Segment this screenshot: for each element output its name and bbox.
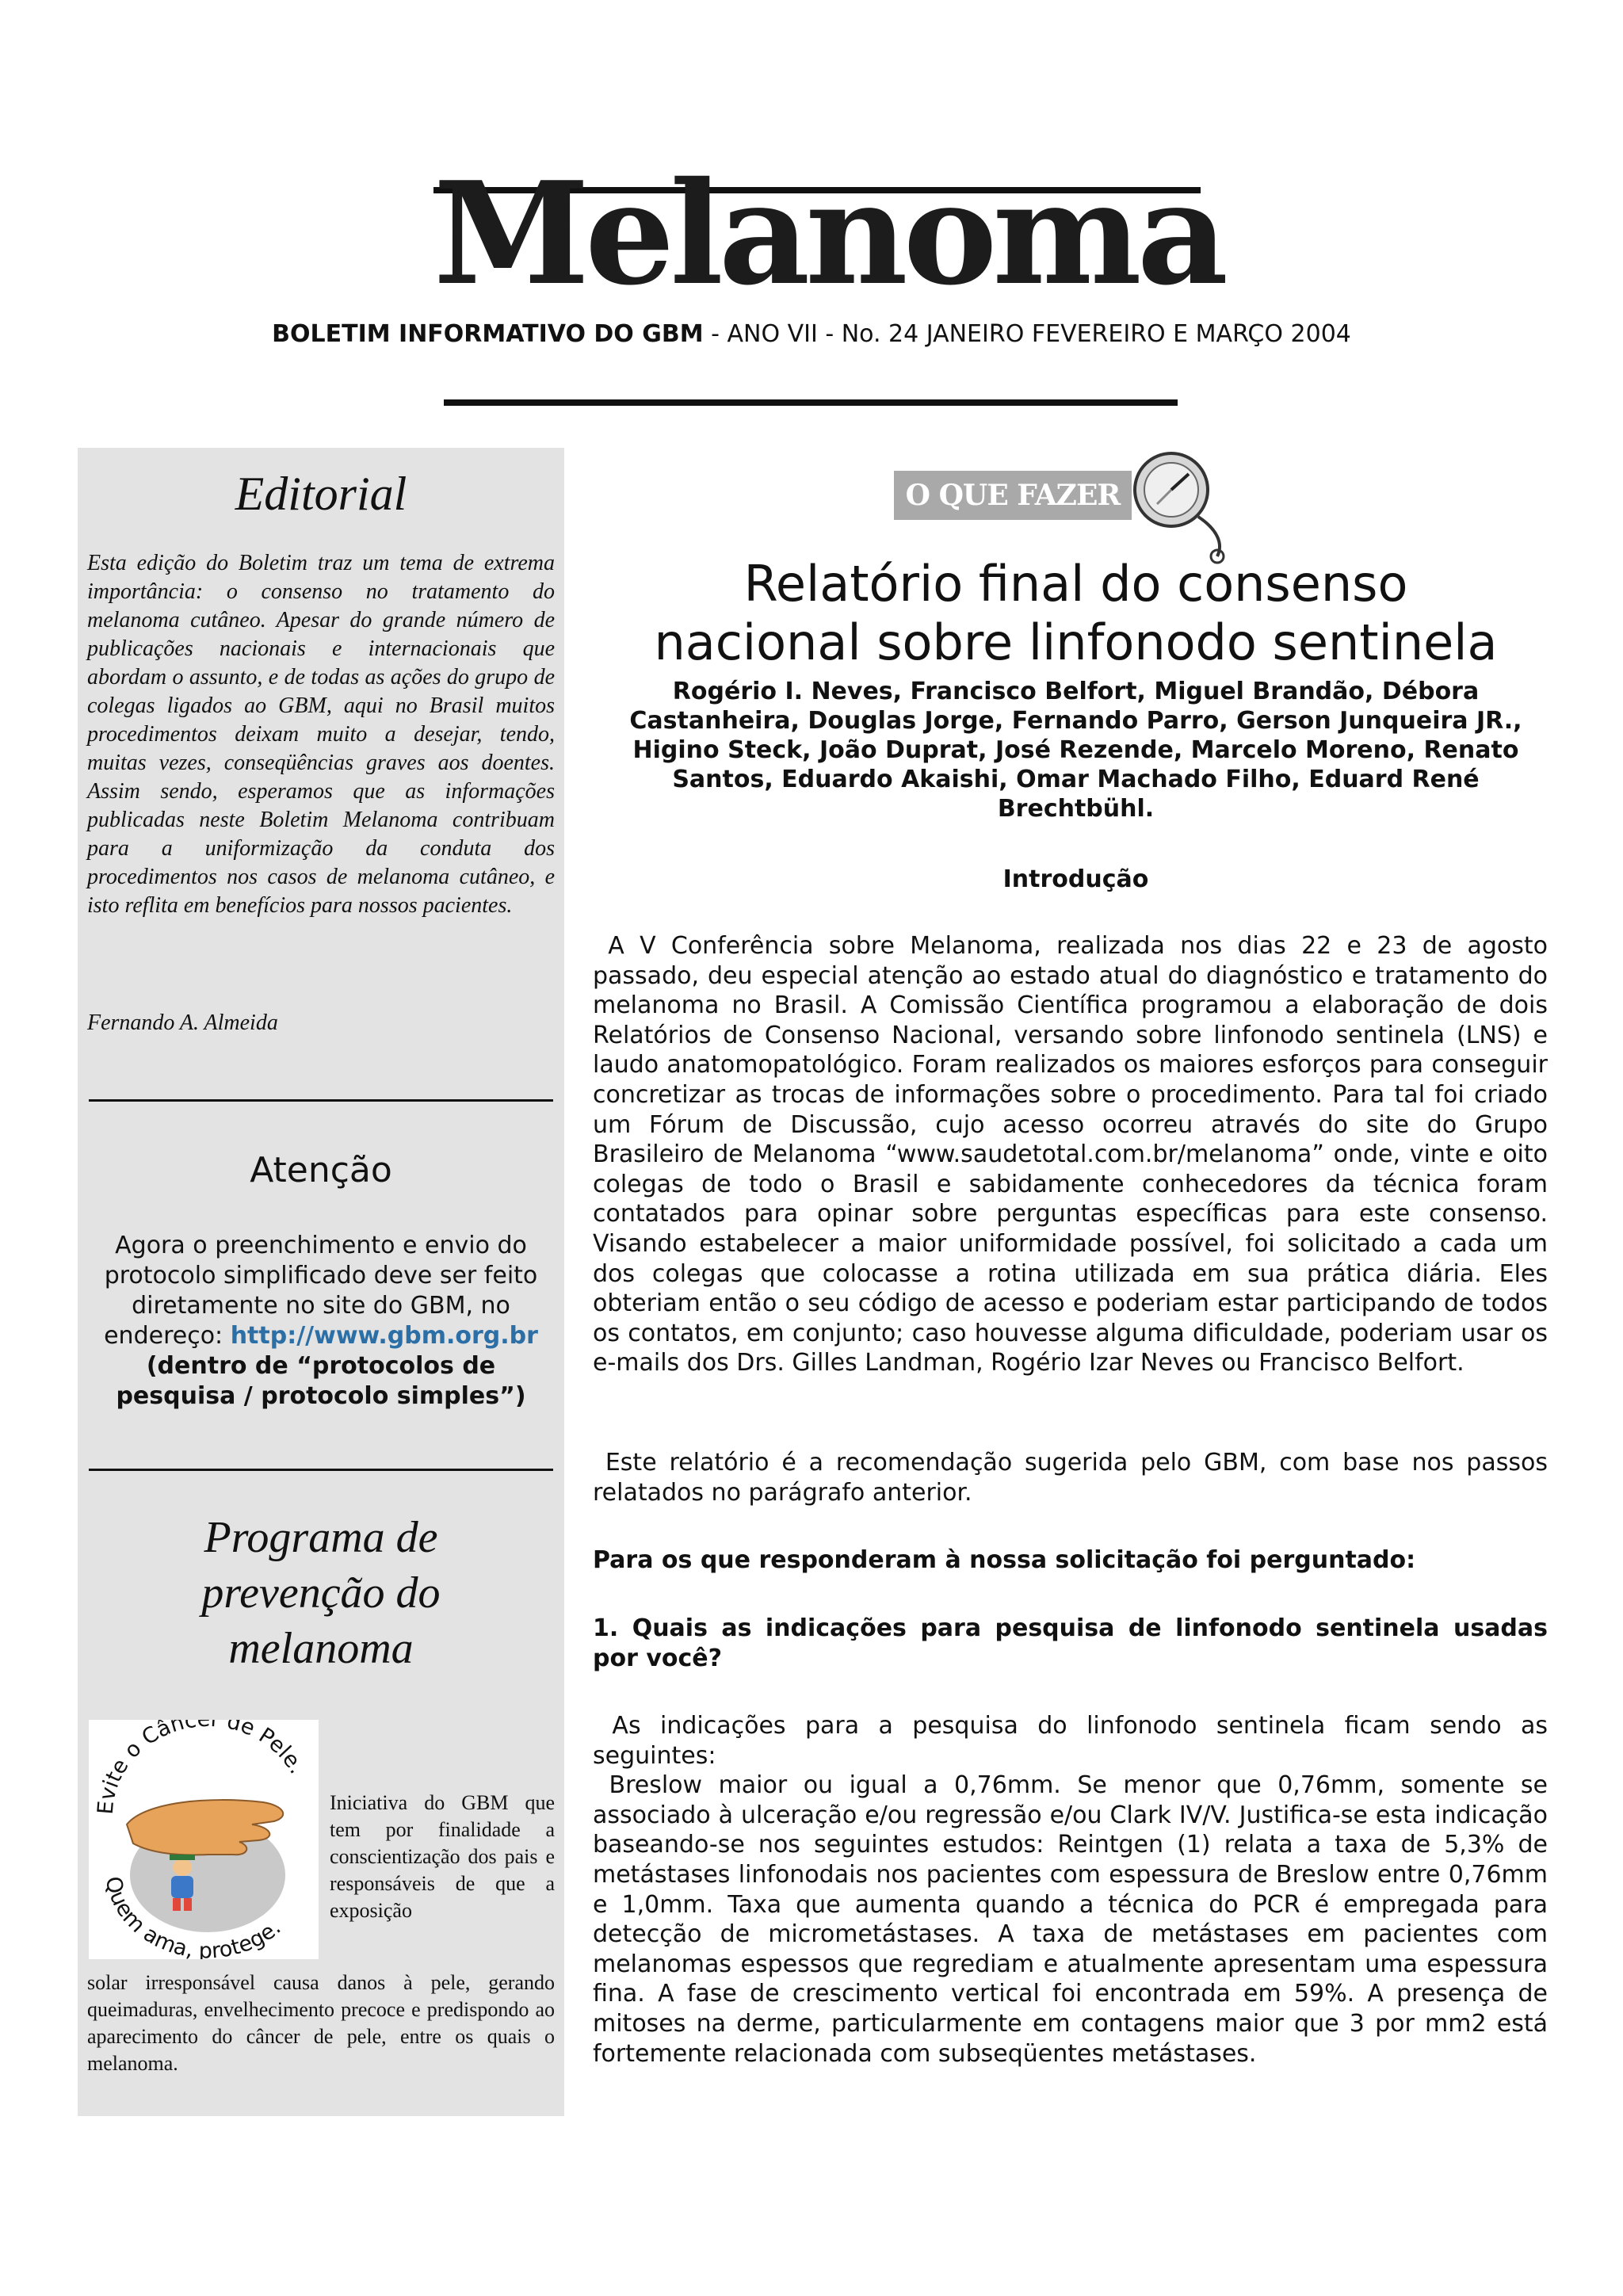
article-paragraph: [593, 1711, 1548, 2069]
editorial-heading: Editorial: [235, 468, 407, 520]
paragraph-text: Breslow maior ou igual a 0,76mm. Se menor que 0,76mm, somente se associado à ulceração e/ou regressão e/ou Clark IV/V. Justifica-se esta indicação baseando-se nos seguintes estudos: Reintgen (1) relata a taxa de 5,3% de metástases linfonodais nos pacientes com espessura de Breslow entre 0,76mm e 1,0mm. Taxa que aumenta quando a técnica do PCR é empregada para detecção de micrometástases. A taxa de metástases em pacientes com melanomas espessos que regrediam e atualmente apresentam uma espessura fina. A fase de crescimento vertical foi encontrada em 59%. A presença de mitoses na derme, particularmente em contagens maior que 3 por mm2 está fortemente relacionada com subseqüentes metástases.: [593, 1771, 1548, 2068]
masthead-title: Melanoma: [433, 151, 1224, 316]
article-authors: Rogério I. Neves, Francisco Belfort, Miguel Brandão, Débora Castanheira, Douglas Jorge, Fernando Parro, Gerson Junqueira JR., Higino Steck, João Duprat, José Rezende, Marcelo Moreno, Renato Santos, Eduardo Akaishi, Omar Machado Filho, Eduard René Brechtbühl.: [629, 678, 1522, 823]
gbm-website-link[interactable]: http://www.gbm.org.br: [230, 1322, 538, 1350]
masthead-bottom-rule: [444, 399, 1178, 406]
paragraph-text: Este relatório é a recomendação sugerida pelo GBM, com base nos passos relatados no parágrafo anterior.: [593, 1449, 1548, 1507]
question-lead: Para os que responderam à nossa solicitação foi perguntado:: [593, 1546, 1416, 1574]
editorial-body: Esta edição do Boletim traz um tema de extrema importância: o consenso no tratamento do melanoma cutâneo. Apesar do grande número de publicações nacionais e internacionais que abordam o assunto, e de todas as ações do grupo de colegas ligados ao GBM, aqui no Brasil muitos procedimentos deixam muito a desejar, tendo, muitas vezes, conseqüências graves aos doentes. Assim sendo, esperamos que as informações publicadas neste Boletim Melanoma contribuam para a uniformização da conduta dos procedimentos nos casos de melanoma cutâneo, e isto reflita em benefícios para nossos pacientes.: [87, 551, 555, 918]
programa-continuation: solar irresponsável causa danos à pele, gerando queimaduras, envelhecimento precoce e predispondo ao aparecimento do câncer de pele, entre os quais o melanoma.: [87, 1971, 555, 2075]
subtitle-issue: - ANO VII - No. 24 JANEIRO FEVEREIRO E MARÇO 2004: [703, 320, 1351, 348]
article-paragraph: [593, 1448, 1548, 1507]
programa-intro: Iniciativa do GBM que tem por finalidade a conscientização dos pais e responsáveis de que a exposição: [330, 1791, 555, 1922]
programa-heading-line: melanoma: [228, 1624, 414, 1673]
child-leg-shape: [173, 1898, 181, 1911]
logo-top-text: Evite o Cânc de Pele.: [93, 1720, 310, 1816]
programa-heading-line: prevenção do: [201, 1568, 441, 1618]
article-paragraph: [593, 931, 1548, 1378]
prevention-campaign-logo: [89, 1720, 319, 1959]
sidebar-divider: [89, 1469, 553, 1471]
child-hat-shape: [170, 1855, 195, 1860]
logo-bottom-text: Quem ama, protege.: [100, 1874, 286, 1959]
section-badge-label: O QUE FAZER: [905, 479, 1121, 512]
programa-heading: [78, 1510, 564, 1676]
paragraph-text: As indicações para a pesquisa do linfonodo sentinela ficam sendo as seguintes:: [593, 1712, 1548, 1770]
programa-heading-line: Programa de: [204, 1513, 438, 1562]
subtitle-publisher: BOLETIM INFORMATIVO DO GBM: [272, 320, 704, 348]
introduction-heading: Introdução: [1002, 865, 1149, 893]
compass-icon-drawing: [1116, 444, 1244, 564]
article-title: [602, 555, 1549, 672]
section-badge: [894, 471, 1132, 520]
child-leg-shape: [184, 1898, 192, 1911]
sidebar-divider: [89, 1099, 553, 1102]
paragraph-text: A V Conferência sobre Melanoma, realizada nos dias 22 e 23 de agosto passado, deu especial atenção ao estado atual do diagnóstico e tratamento do melanoma no Brasil. A Comissão Científica programou a elaboração de dois Relatórios de Consenso Nacional, versando sobre linfonodo sentinela (LNS) e laudo anatomopatológico. Foram realizados os maiores esforços para conseguir concretizar as trocas de informações sobre o procedimento. Para tal foi criado um Fórum de Discussão, cujo acesso ocorreu através do site do Grupo Brasileiro de Melanoma “www.saudetotal.com.br/melanoma” onde, vinte e oito colegas de todo o Brasil e sabidamente conhecedores da técnica foram contatados para opinar sobre perguntas específicas para este consenso. Visando estabelecer a maior uniformidade possível, foi solicitado a cada um dos colegas que colocasse a rotina utilizada em sua prática diária. Eles obteriam então o seu código de acesso e poderiam estar participando de todos os contatos, em conjunto; caso houvesse alguma dificuldade, poderiam usar os e-mails dos Drs. Gilles Landman, Rogério Izar Neves ou Francisco Belfort.: [593, 932, 1548, 1377]
compass-icon: [1116, 444, 1244, 564]
child-body-shape: [171, 1876, 193, 1898]
editorial-signature: Fernando A. Almeida: [87, 1010, 278, 1035]
article-title-line: Relatório final do consenso: [743, 555, 1408, 613]
sidebar: [78, 448, 564, 2116]
question-1: 1. Quais as indicações para pesquisa de linfonodo sentinela usadas por você?: [593, 1614, 1548, 1672]
article-title-line: nacional sobre linfonodo sentinela: [654, 613, 1498, 671]
child-head-shape: [173, 1859, 192, 1876]
masthead-subtitle: [0, 319, 1623, 350]
atencao-body: [89, 1231, 553, 1412]
atencao-note: (dentro de “protocolos de pesquisa / protocolo simples”): [116, 1352, 526, 1410]
campaign-logo-illustration: [89, 1720, 319, 1959]
atencao-text: Agora o preenchimento e envio do protocolo simplificado deve ser feito diretamente no site do GBM, no endereço:: [104, 1232, 538, 1350]
atencao-heading: Atenção: [250, 1150, 392, 1190]
